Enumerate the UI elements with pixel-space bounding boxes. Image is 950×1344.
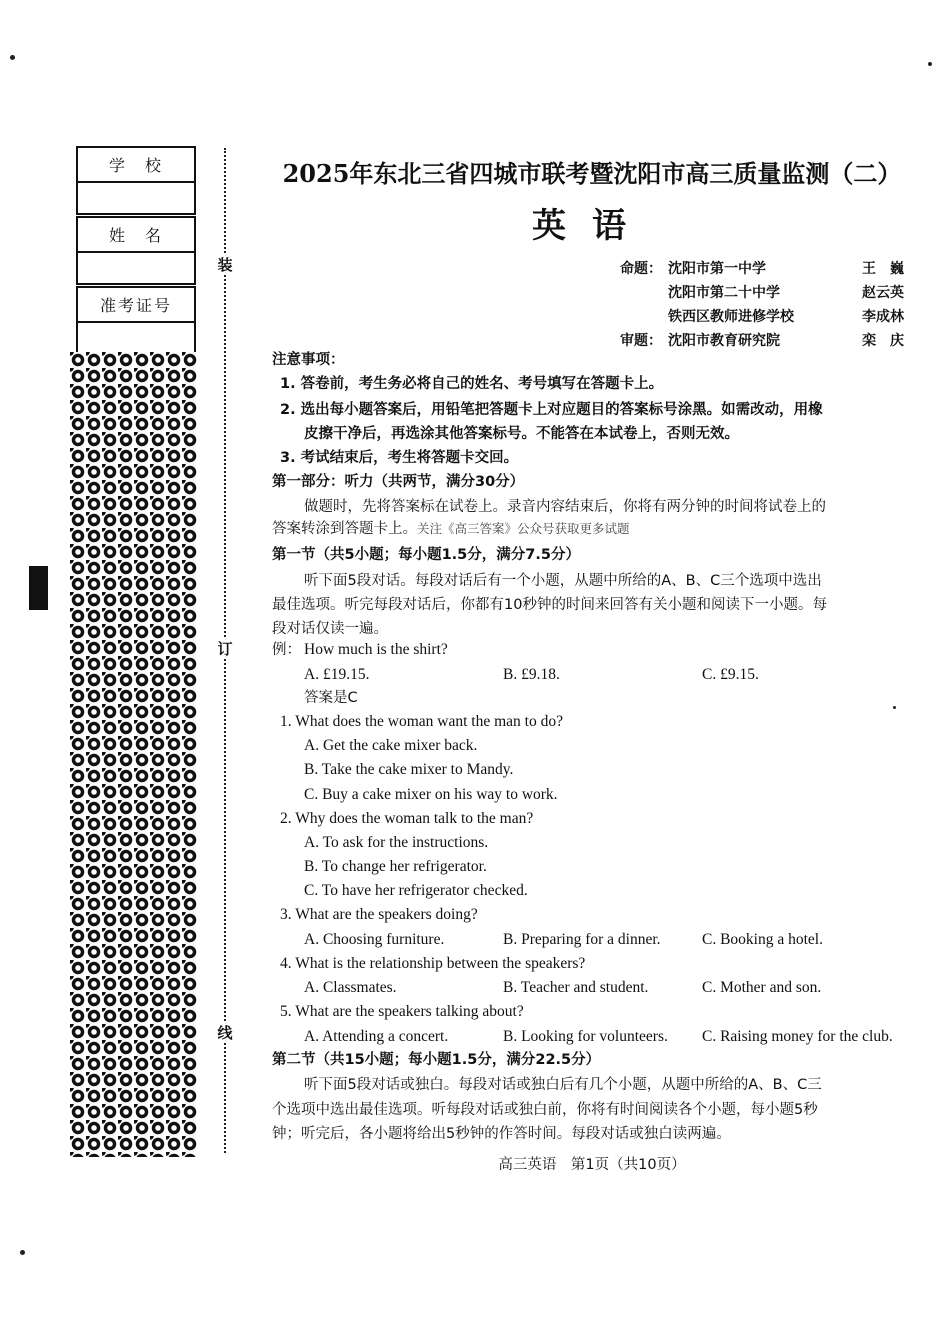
example-question: How much is the shirt? (304, 641, 448, 658)
binding-char-zhuang: 装 (213, 254, 237, 275)
binding-char-xian: 线 (213, 1022, 237, 1043)
q5-option-b: B. Looking for volunteers. (503, 1028, 668, 1045)
example-option-a: A. £19.15. (304, 666, 370, 683)
section1-instruction: 最佳选项。听完每段对话后，你都有10秒钟的时间来回答有关小题和阅读下一小题。每 (272, 597, 827, 613)
example-label: 例： (272, 642, 301, 658)
notice-item: 皮擦干净后，再选涂其他答案标号。不能答在本试卷上，否则无效。 (304, 426, 739, 442)
credit-person: 赵云英 (862, 285, 904, 301)
question-1: 1. What does the woman want the man to do? (280, 713, 563, 730)
question-2: 2. Why does the woman talk to the man? (280, 810, 534, 827)
example-answer: 答案是C (304, 690, 358, 706)
scan-speck (10, 55, 15, 60)
section1-instruction: 段对话仅读一遍。 (272, 621, 388, 637)
section2-instruction: 个选项中选出最佳选项。听每段对话或独白前，你将有时间阅读各个小题，每小题5秒 (272, 1102, 818, 1118)
question-5: 5. What are the speakers talking about? (280, 1003, 524, 1020)
q1-option-b: B. Take the cake mixer to Mandy. (304, 761, 514, 778)
section2-heading: 第二节（共15小题；每小题1.5分，满分22.5分） (272, 1052, 601, 1068)
scan-speck (893, 706, 896, 709)
credit-person: 栾 庆 (862, 333, 904, 349)
scan-speck (928, 62, 932, 66)
exam-number-box (76, 286, 196, 355)
question-3: 3. What are the speakers doing? (280, 906, 478, 923)
q4-option-b: B. Teacher and student. (503, 979, 649, 996)
notice-item: 3. 考试结束后，考生将答题卡交回。 (280, 450, 519, 466)
exam-number-field (78, 323, 194, 353)
q2-option-c: C. To have her refrigerator checked. (304, 882, 528, 899)
credit-role: 审题： (620, 333, 662, 349)
example-option-c: C. £9.15. (702, 666, 759, 683)
notice-heading: 注意事项： (272, 352, 345, 368)
part1-instruction (272, 517, 630, 541)
credit-role: 命题： (620, 261, 662, 277)
q5-option-c: C. Raising money for the club. (702, 1028, 893, 1045)
part1-instruction: 做题时，先将答案标在试卷上。录音内容结束后，你将有两分钟的时间将试卷上的 (304, 499, 826, 515)
q5-option-a: A. Attending a concert. (304, 1028, 449, 1045)
q4-option-a: A. Classmates. (304, 979, 397, 996)
positioning-mark (29, 566, 48, 610)
name-label: 姓 名 (78, 218, 194, 253)
credit-org: 沈阳市第一中学 (668, 261, 766, 277)
name-box (76, 216, 196, 285)
section2-instruction: 钟；听完后，各小题将给出5秒钟的作答时间。每段对话或独白读两遍。 (272, 1126, 731, 1142)
q3-option-a: A. Choosing furniture. (304, 931, 445, 948)
subject-title: 英语 (532, 206, 652, 246)
exam-number-label: 准考证号 (78, 288, 194, 323)
q3-option-c: C. Booking a hotel. (702, 931, 823, 948)
name-field (78, 253, 194, 283)
q1-option-c: C. Buy a cake mixer on his way to work. (304, 786, 558, 803)
decorative-pattern-strip (70, 352, 198, 1157)
example-option-b: B. £9.18. (503, 666, 560, 683)
q1-option-a: A. Get the cake mixer back. (304, 737, 478, 754)
q2-option-a: A. To ask for the instructions. (304, 834, 489, 851)
section2-instruction: 听下面5段对话或独白。每段对话或独白后有几个小题，从题中所给的A、B、C三 (304, 1077, 822, 1093)
question-4: 4. What is the relationship between the speakers? (280, 955, 586, 972)
school-box (76, 146, 196, 215)
page-footer: 高三英语 第1页（共10页） (498, 1157, 686, 1173)
exam-title: 2025年东北三省四城市联考暨沈阳市高三质量监测（二） (282, 159, 902, 188)
school-field (78, 183, 194, 213)
q3-option-b: B. Preparing for a dinner. (503, 931, 661, 948)
watermark-text: 关注《高三答案》公众号获取更多试题 (417, 521, 630, 536)
credit-person: 李成林 (862, 309, 904, 325)
credit-org: 沈阳市教育研究院 (668, 333, 780, 349)
notice-item: 1. 答卷前，考生务必将自己的姓名、考号填写在答题卡上。 (280, 376, 664, 392)
q4-option-c: C. Mother and son. (702, 979, 822, 996)
credit-person: 王 巍 (862, 261, 904, 277)
scan-speck (20, 1250, 25, 1255)
school-label: 学 校 (78, 148, 194, 183)
part1-heading: 第一部分：听力（共两节，满分30分） (272, 474, 525, 490)
binding-char-ding: 订 (213, 638, 237, 659)
section1-instruction: 听下面5段对话。每段对话后有一个小题，从题中所给的A、B、C三个选项中选出 (304, 573, 822, 589)
notice-item: 2. 选出每小题答案后，用铅笔把答题卡上对应题目的答案标号涂黑。如需改动，用橡 (280, 402, 823, 418)
section1-heading: 第一节（共5小题；每小题1.5分，满分7.5分） (272, 547, 580, 563)
part1-instruction-text: 答案转涂到答题卡上。 (272, 521, 417, 537)
credit-org: 沈阳市第二十中学 (668, 285, 780, 301)
credit-org: 铁西区教师进修学校 (668, 309, 794, 325)
q2-option-b: B. To change her refrigerator. (304, 858, 487, 875)
